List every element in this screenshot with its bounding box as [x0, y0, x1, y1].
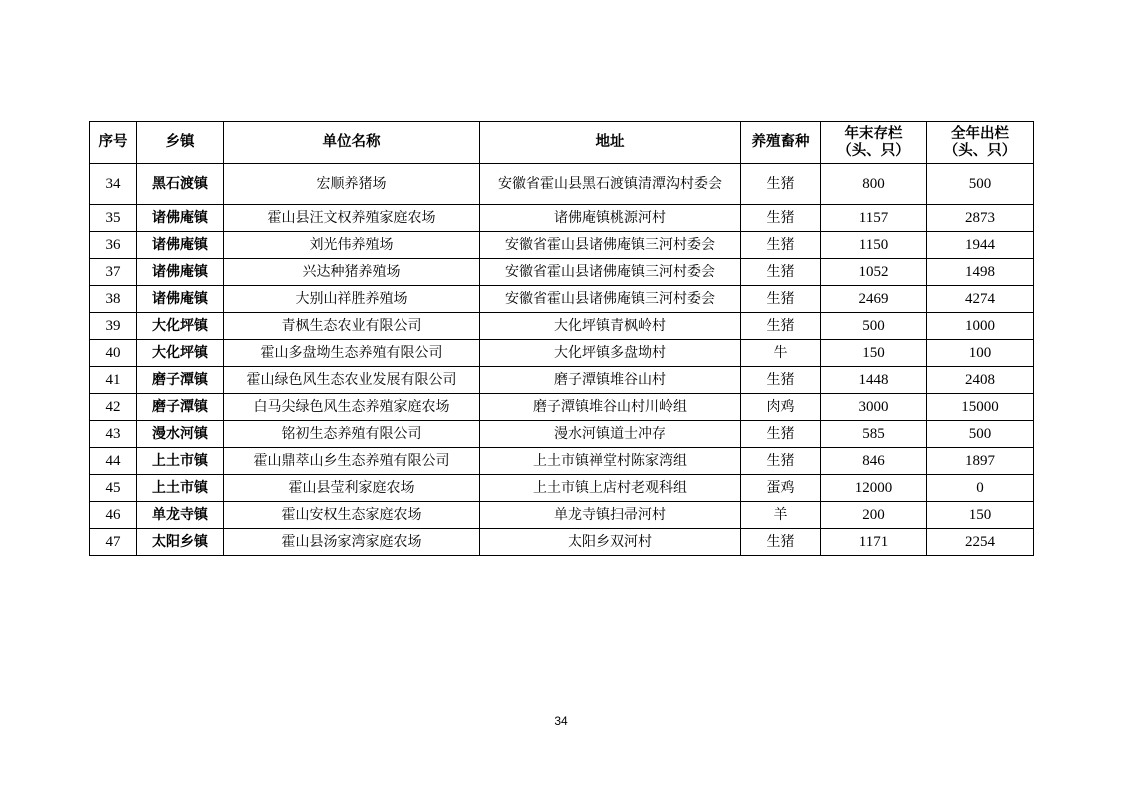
cell-year-end-stock: 800 — [821, 164, 927, 205]
header-species: 养殖畜种 — [741, 122, 821, 164]
cell-unit-name: 霍山县汤家湾家庭农场 — [224, 529, 480, 556]
cell-address: 大化坪镇多盘坳村 — [480, 340, 741, 367]
cell-year-end-stock: 3000 — [821, 394, 927, 421]
cell-annual-slaughter: 1000 — [927, 313, 1034, 340]
table-row — [90, 421, 1034, 448]
cell-year-end-stock: 1448 — [821, 367, 927, 394]
cell-year-end-stock: 1157 — [821, 205, 927, 232]
cell-town: 磨子潭镇 — [137, 367, 224, 394]
cell-address: 安徽省霍山县诸佛庵镇三河村委会 — [480, 232, 741, 259]
cell-year-end-stock: 150 — [821, 340, 927, 367]
table-row — [90, 394, 1034, 421]
cell-town: 漫水河镇 — [137, 421, 224, 448]
cell-unit-name: 霍山安权生态家庭农场 — [224, 502, 480, 529]
cell-annual-slaughter: 500 — [927, 421, 1034, 448]
table-row — [90, 164, 1034, 205]
cell-unit-name: 刘光伟养殖场 — [224, 232, 480, 259]
cell-species: 生猪 — [741, 448, 821, 475]
cell-unit-name: 霍山县莹利家庭农场 — [224, 475, 480, 502]
header-year-end-stock-line1: 年末存栏 — [844, 125, 903, 142]
cell-species: 生猪 — [741, 286, 821, 313]
cell-town: 大化坪镇 — [137, 340, 224, 367]
cell-species: 生猪 — [741, 232, 821, 259]
cell-address: 磨子潭镇堆谷山村川岭组 — [480, 394, 741, 421]
cell-unit-name: 霍山绿色风生态农业发展有限公司 — [224, 367, 480, 394]
cell-species: 生猪 — [741, 164, 821, 205]
cell-annual-slaughter: 150 — [927, 502, 1034, 529]
cell-annual-slaughter: 4274 — [927, 286, 1034, 313]
cell-address: 安徽省霍山县诸佛庵镇三河村委会 — [480, 286, 741, 313]
table-row — [90, 475, 1034, 502]
cell-species: 蛋鸡 — [741, 475, 821, 502]
cell-town: 上土市镇 — [137, 448, 224, 475]
cell-unit-name: 青枫生态农业有限公司 — [224, 313, 480, 340]
cell-year-end-stock: 1150 — [821, 232, 927, 259]
cell-species: 生猪 — [741, 421, 821, 448]
header-seq: 序号 — [90, 122, 137, 164]
cell-seq: 40 — [90, 340, 137, 367]
cell-seq: 46 — [90, 502, 137, 529]
cell-address: 磨子潭镇堆谷山村 — [480, 367, 741, 394]
cell-seq: 35 — [90, 205, 137, 232]
cell-annual-slaughter: 2408 — [927, 367, 1034, 394]
header-annual-slaughter-line1: 全年出栏 — [951, 125, 1009, 142]
cell-year-end-stock: 200 — [821, 502, 927, 529]
header-year-end-stock-line2: （头、只） — [837, 142, 910, 159]
header-annual-slaughter-line2: （头、只） — [943, 142, 1017, 159]
cell-town: 黑石渡镇 — [137, 164, 224, 205]
cell-species: 牛 — [741, 340, 821, 367]
cell-species: 生猪 — [741, 205, 821, 232]
cell-town: 诸佛庵镇 — [137, 205, 224, 232]
table-body — [90, 164, 1034, 556]
cell-year-end-stock: 1052 — [821, 259, 927, 286]
page-number: 34 — [554, 714, 568, 728]
cell-year-end-stock: 585 — [821, 421, 927, 448]
cell-seq: 47 — [90, 529, 137, 556]
cell-species: 肉鸡 — [741, 394, 821, 421]
cell-town: 大化坪镇 — [137, 313, 224, 340]
cell-seq: 41 — [90, 367, 137, 394]
header-unit-name: 单位名称 — [224, 122, 480, 164]
table-header-row — [90, 122, 1034, 164]
table-row — [90, 286, 1034, 313]
farm-register-table — [89, 121, 1034, 556]
cell-address: 上土市镇上店村老观科组 — [480, 475, 741, 502]
cell-seq: 34 — [90, 164, 137, 205]
cell-town: 磨子潭镇 — [137, 394, 224, 421]
cell-address: 太阳乡双河村 — [480, 529, 741, 556]
cell-annual-slaughter: 1498 — [927, 259, 1034, 286]
table-row — [90, 259, 1034, 286]
header-annual-slaughter — [927, 122, 1034, 164]
cell-address: 诸佛庵镇桃源河村 — [480, 205, 741, 232]
cell-year-end-stock: 2469 — [821, 286, 927, 313]
cell-unit-name: 白马尖绿色风生态养殖家庭农场 — [224, 394, 480, 421]
cell-seq: 45 — [90, 475, 137, 502]
cell-town: 上土市镇 — [137, 475, 224, 502]
cell-address: 安徽省霍山县黑石渡镇清潭沟村委会 — [480, 164, 741, 205]
cell-unit-name: 霍山县汪文权养殖家庭农场 — [224, 205, 480, 232]
cell-seq: 39 — [90, 313, 137, 340]
cell-year-end-stock: 12000 — [821, 475, 927, 502]
cell-seq: 36 — [90, 232, 137, 259]
cell-seq: 42 — [90, 394, 137, 421]
cell-annual-slaughter: 100 — [927, 340, 1034, 367]
cell-seq: 44 — [90, 448, 137, 475]
cell-species: 生猪 — [741, 259, 821, 286]
cell-town: 诸佛庵镇 — [137, 232, 224, 259]
cell-species: 羊 — [741, 502, 821, 529]
header-address: 地址 — [480, 122, 741, 164]
cell-unit-name: 霍山多盘坳生态养殖有限公司 — [224, 340, 480, 367]
cell-address: 上土市镇禅堂村陈家湾组 — [480, 448, 741, 475]
cell-address: 漫水河镇道士冲存 — [480, 421, 741, 448]
cell-year-end-stock: 846 — [821, 448, 927, 475]
header-year-end-stock — [821, 122, 927, 164]
cell-annual-slaughter: 2873 — [927, 205, 1034, 232]
table-row — [90, 340, 1034, 367]
table-row — [90, 367, 1034, 394]
table-row — [90, 232, 1034, 259]
cell-annual-slaughter: 1944 — [927, 232, 1034, 259]
table-row — [90, 205, 1034, 232]
cell-address: 安徽省霍山县诸佛庵镇三河村委会 — [480, 259, 741, 286]
cell-town: 单龙寺镇 — [137, 502, 224, 529]
cell-seq: 38 — [90, 286, 137, 313]
table-row — [90, 448, 1034, 475]
cell-unit-name: 大别山祥胜养殖场 — [224, 286, 480, 313]
cell-seq: 37 — [90, 259, 137, 286]
table-row — [90, 313, 1034, 340]
cell-year-end-stock: 1171 — [821, 529, 927, 556]
cell-annual-slaughter: 2254 — [927, 529, 1034, 556]
cell-species: 生猪 — [741, 367, 821, 394]
cell-address: 单龙寺镇扫帚河村 — [480, 502, 741, 529]
cell-town: 太阳乡镇 — [137, 529, 224, 556]
cell-annual-slaughter: 500 — [927, 164, 1034, 205]
cell-unit-name: 霍山鼎萃山乡生态养殖有限公司 — [224, 448, 480, 475]
cell-annual-slaughter: 1897 — [927, 448, 1034, 475]
cell-species: 生猪 — [741, 313, 821, 340]
cell-seq: 43 — [90, 421, 137, 448]
cell-unit-name: 铭初生态养殖有限公司 — [224, 421, 480, 448]
cell-unit-name: 宏顺养猪场 — [224, 164, 480, 205]
cell-town: 诸佛庵镇 — [137, 286, 224, 313]
cell-unit-name: 兴达种猪养殖场 — [224, 259, 480, 286]
cell-annual-slaughter: 15000 — [927, 394, 1034, 421]
cell-address: 大化坪镇青枫岭村 — [480, 313, 741, 340]
table-row — [90, 502, 1034, 529]
cell-annual-slaughter: 0 — [927, 475, 1034, 502]
header-town: 乡镇 — [137, 122, 224, 164]
cell-year-end-stock: 500 — [821, 313, 927, 340]
cell-town: 诸佛庵镇 — [137, 259, 224, 286]
table-row — [90, 529, 1034, 556]
cell-species: 生猪 — [741, 529, 821, 556]
